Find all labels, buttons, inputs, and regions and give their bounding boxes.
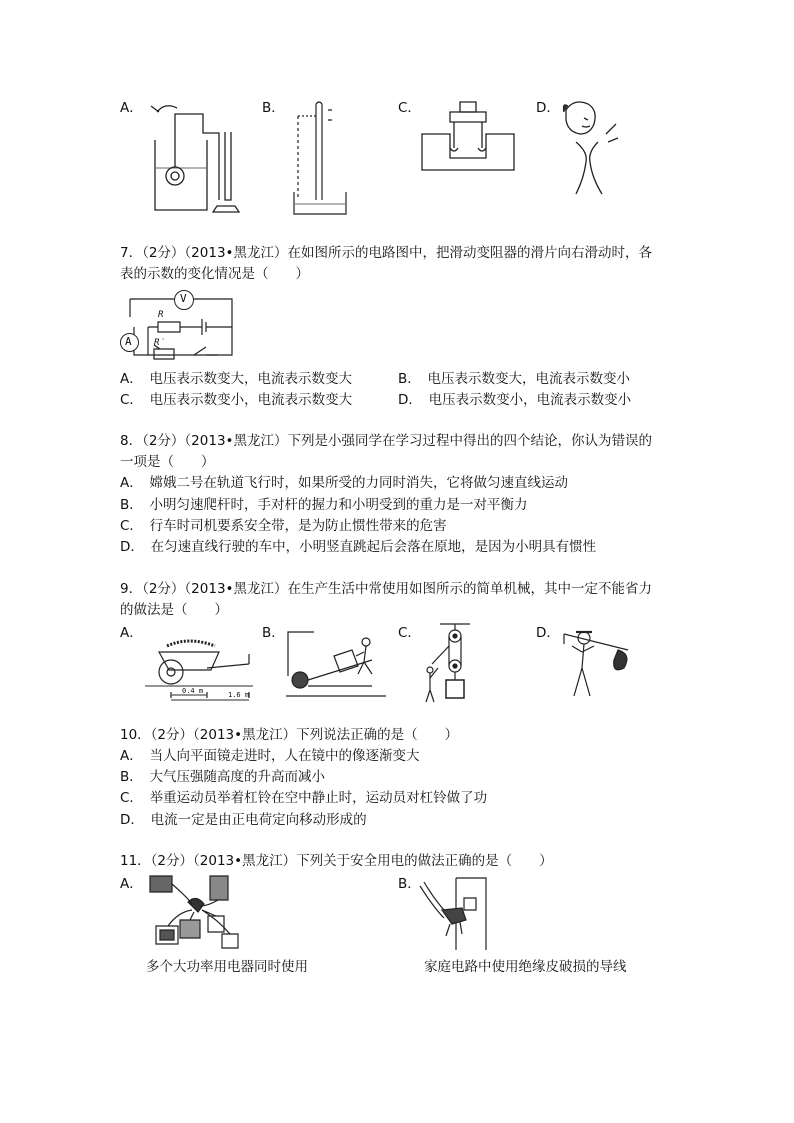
q9-figure-b-ramp-cart: [286, 626, 386, 704]
q9-figure-c-pulley-system: [420, 624, 480, 708]
q10-stem: 10．（2分）（2013•黑龙江）下列说法正确的是（ ）: [120, 727, 459, 743]
q7-option-c[interactable]: C． 电压表示数变小，电流表示数变大: [120, 392, 353, 408]
q10-option-a[interactable]: A． 当人向平面镜走进时，人在镜中的像逐渐变大: [120, 748, 420, 764]
q11-option-b-label[interactable]: B．: [398, 876, 421, 892]
q9-option-b-label[interactable]: B．: [262, 625, 285, 641]
q9-option-d-label[interactable]: D．: [536, 625, 560, 641]
q9-wheelbarrow-short-length: 0.4 m: [182, 687, 204, 695]
q9-stem-line1: 9．（2分）（2013•黑龙江）在生产生活中常使用如图所示的简单机械，其中一定不能省力: [120, 581, 652, 597]
q6-figure-d-person-blowing-paper: [558, 98, 622, 198]
q10-option-c[interactable]: C． 举重运动员举着杠铃在空中静止时，运动员对杠铃做了功: [120, 790, 488, 806]
q6-figure-a-manometer: [145, 98, 245, 216]
q8-option-a[interactable]: A． 嫦娥二号在轨道飞行时，如果所受的力同时消失，它将做匀速直线运动: [120, 475, 568, 491]
q10-option-d[interactable]: D． 电流一定是由正电荷定向移动形成的: [120, 812, 367, 828]
q6-figure-c-clamp-block: [420, 98, 516, 172]
q9-option-c-label[interactable]: C．: [398, 625, 421, 641]
q7-rheostat-label: R′: [154, 338, 165, 348]
q9-figure-d-person-carrying-stick: [560, 624, 634, 700]
q6-option-c-label: C．: [398, 100, 421, 116]
q7-option-b[interactable]: B． 电压表示数变大，电流表示数变小: [398, 371, 631, 387]
q7-resistor-label: R: [158, 310, 164, 320]
q6-option-a-label: A．: [120, 100, 143, 116]
q9-stem-line2: 的做法是（ ）: [120, 602, 228, 618]
q8-option-c[interactable]: C． 行车时司机要系安全带，是为防止惯性带来的危害: [120, 518, 447, 534]
q7-stem-line2: 表的示数的变化情况是（ ）: [120, 266, 309, 282]
q11-caption-a: 多个大功率用电器同时使用: [146, 959, 308, 975]
q11-figure-b-damaged-wire: [416, 874, 498, 954]
q8-option-d[interactable]: D． 在匀速直线行驶的车中，小明竖直跳起后会落在原地，是因为小明具有惯性: [120, 539, 597, 555]
q7-option-d[interactable]: D． 电压表示数变小，电流表示数变小: [398, 392, 632, 408]
q11-figure-a-multiple-appliances: [148, 874, 244, 952]
q9-option-a-label[interactable]: A．: [120, 625, 143, 641]
q8-stem-line2: 一项是（ ）: [120, 454, 215, 470]
q8-option-b[interactable]: B． 小明匀速爬杆时，手对杆的握力和小明受到的重力是一对平衡力: [120, 497, 528, 513]
q7-stem-line1: 7．（2分）（2013•黑龙江）在如图所示的电路图中，把滑动变阻器的滑片向右滑动时，各: [120, 245, 652, 261]
q9-wheelbarrow-long-length: 1.6 m: [228, 691, 250, 699]
q11-caption-b: 家庭电路中使用绝缘皮破损的导线: [424, 959, 627, 975]
q11-stem: 11．（2分）（2013•黑龙江）下列关于安全用电的做法正确的是（ ）: [120, 853, 553, 869]
q11-option-a-label[interactable]: A．: [120, 876, 143, 892]
q7-ammeter-label: A: [125, 335, 132, 348]
q6-option-d-label: D．: [536, 100, 560, 116]
q6-figure-b-barometer-tube: [284, 100, 364, 218]
q7-option-a[interactable]: A． 电压表示数变大，电流表示数变大: [120, 371, 352, 387]
q8-stem-line1: 8．（2分）（2013•黑龙江）下列是小强同学在学习过程中得出的四个结论，你认为错误的: [120, 433, 652, 449]
q7-voltmeter-label: V: [180, 292, 187, 305]
q10-option-b[interactable]: B． 大气压强随高度的升高而减小: [120, 769, 326, 785]
q6-option-b-label: B．: [262, 100, 285, 116]
